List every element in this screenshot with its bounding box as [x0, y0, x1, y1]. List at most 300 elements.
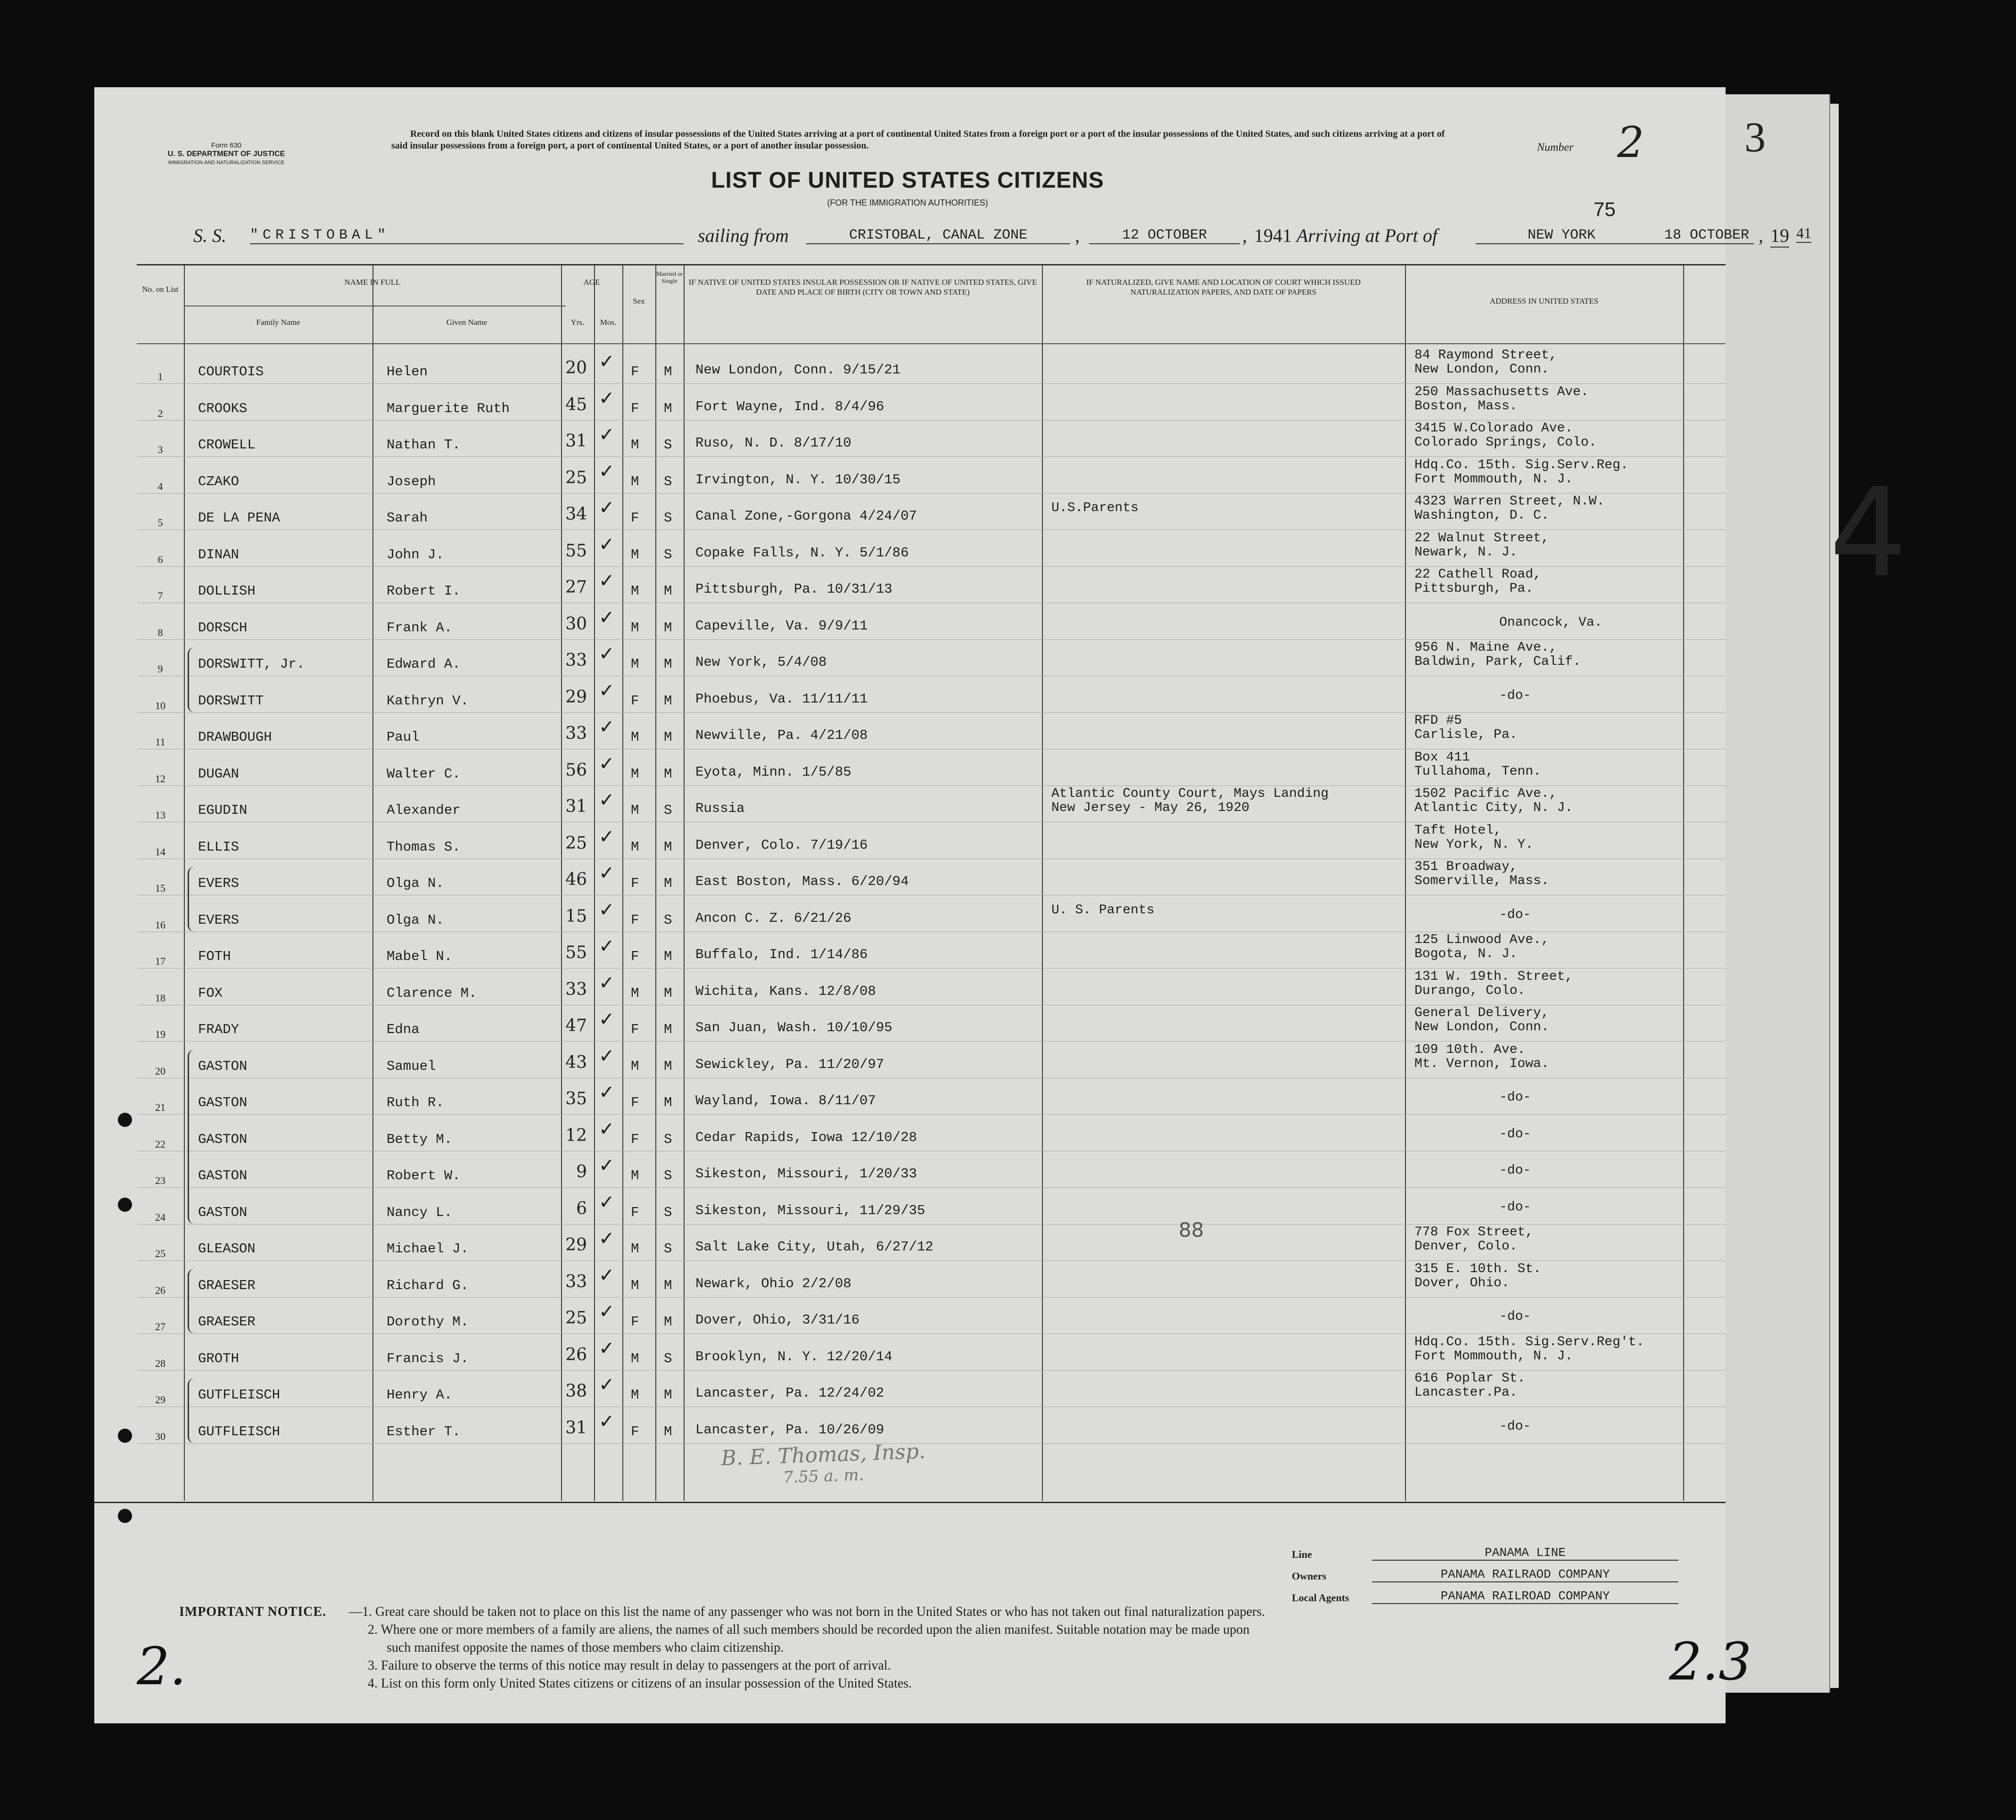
age-years: 20 — [565, 358, 587, 378]
marital-status: M — [664, 1423, 672, 1439]
handwritten-bottom-left: 2. — [137, 1636, 186, 1696]
check-mark-icon: ✓ — [599, 899, 615, 921]
address-line-2: -do- — [1499, 1126, 1531, 1142]
given-name: Robert I. — [387, 583, 461, 599]
address-line-2: New York, N. Y. — [1414, 837, 1534, 852]
table-row — [137, 423, 1726, 458]
notice-item-2: 2. Where one or more members of a family are aliens, the names of all such members should be recorded upon the alien manifest. Suitable notation may be made upon — [368, 1622, 1250, 1637]
sex: M — [631, 1168, 639, 1183]
marital-status: M — [664, 985, 672, 1001]
marital-status: M — [664, 1387, 672, 1403]
check-mark-icon: ✓ — [599, 1045, 615, 1067]
birth-place-date: Fort Wayne, Ind. 8/4/96 — [695, 398, 884, 414]
row-rule — [137, 1333, 1726, 1334]
given-name: Samuel — [387, 1058, 436, 1074]
age-years: 45 — [565, 395, 587, 414]
address-line-1: 109 10th. Ave. — [1414, 1042, 1526, 1057]
row-number: 20 — [155, 1065, 165, 1077]
check-mark-icon: ✓ — [599, 460, 615, 482]
row-rule — [137, 1260, 1726, 1261]
check-mark-icon: ✓ — [599, 826, 615, 848]
row-number: 25 — [155, 1248, 165, 1259]
birth-place-date: Ruso, N. D. 8/17/10 — [695, 435, 851, 451]
table-row — [137, 862, 1726, 896]
col-given: Given Name — [446, 318, 487, 327]
sex: M — [631, 656, 639, 672]
given-name: Edna — [387, 1022, 420, 1037]
given-name: Henry A. — [387, 1387, 453, 1403]
address-line-1: 778 Fox Street, — [1414, 1225, 1534, 1240]
row-rule — [137, 1406, 1726, 1407]
address-line-2: Carlisle, Pa. — [1414, 728, 1518, 742]
row-number: 29 — [155, 1394, 165, 1406]
marital-status: S — [664, 912, 672, 928]
check-mark-icon: ✓ — [599, 1228, 615, 1249]
row-number: 30 — [155, 1430, 165, 1442]
sex: M — [631, 839, 639, 855]
family-name: DE LA PENA — [198, 510, 281, 526]
birth-place-date: Russia — [695, 801, 745, 816]
margin-note: 75 — [1594, 198, 1616, 220]
age-years: 31 — [565, 431, 587, 451]
page-title: LIST OF UNITED STATES CITIZENS — [711, 168, 1104, 193]
age-years: 27 — [565, 578, 587, 597]
notice-lead: IMPORTANT NOTICE. — [179, 1605, 327, 1619]
address-line-1: 84 Raymond Street, — [1414, 348, 1557, 363]
family-name: DRAWBOUGH — [198, 729, 272, 745]
row-number: 26 — [155, 1284, 165, 1296]
family-group-brace — [188, 1269, 196, 1334]
row-rule — [137, 712, 1726, 713]
row-number: 10 — [155, 699, 165, 711]
table-row — [137, 1261, 1726, 1299]
naturalization-info: U. S. Parents — [1051, 902, 1155, 918]
marital-status: S — [664, 546, 672, 563]
form-header — [141, 141, 311, 167]
row-number: 19 — [155, 1028, 165, 1040]
notice-item-4: 4. List on this form only United States citizens or citizens of an insular possession of the United States. — [368, 1676, 912, 1691]
signature-name: B. E. Thomas, Insp. — [720, 1439, 926, 1471]
family-name: GASTON — [198, 1131, 248, 1147]
address-line-1: 22 Cathell Road, — [1414, 567, 1541, 582]
birth-place-date: Newark, Ohio 2/2/08 — [695, 1275, 851, 1291]
family-name: EGUDIN — [198, 802, 248, 818]
departure-year: 1941 — [1254, 225, 1292, 246]
given-name: Walter C. — [387, 766, 461, 782]
col-mos: Mos. — [600, 318, 617, 327]
family-name: EVERS — [198, 876, 240, 891]
given-name: Edward A. — [387, 656, 461, 672]
age-years: 33 — [565, 724, 587, 743]
row-rule — [137, 1187, 1726, 1188]
address-line-2: Durango, Colo. — [1414, 983, 1526, 998]
address-line-2: Bogota, N. J. — [1414, 947, 1518, 961]
line-value: PANAMA LINE — [1372, 1546, 1678, 1561]
sex: F — [631, 1095, 639, 1110]
address-line-1: 131 W. 19th. Street, — [1414, 969, 1573, 984]
given-name: Robert W. — [387, 1168, 461, 1183]
check-mark-icon: ✓ — [599, 643, 615, 665]
birth-place-date: Cedar Rapids, Iowa 12/10/28 — [695, 1129, 917, 1145]
row-number: 9 — [157, 663, 163, 675]
table-row — [137, 606, 1726, 641]
given-name: Olga N. — [387, 912, 444, 928]
birth-place-date: Capeville, Va. 9/9/11 — [695, 618, 868, 634]
birth-place-date: East Boston, Mass. 6/20/94 — [695, 874, 909, 889]
age-years: 30 — [565, 614, 587, 634]
family-name: CROOKS — [198, 400, 248, 416]
check-mark-icon: ✓ — [599, 497, 615, 519]
given-name: Marguerite Ruth — [387, 400, 510, 416]
age-years: 34 — [565, 505, 587, 524]
table-row — [137, 786, 1726, 823]
table-row — [137, 1081, 1726, 1116]
marital-status: M — [664, 400, 672, 416]
sex: F — [631, 364, 639, 380]
age-years: 35 — [565, 1089, 587, 1109]
binder-hole — [118, 1198, 132, 1212]
sex: F — [631, 1423, 639, 1439]
marital-status: M — [664, 1277, 672, 1293]
family-name: DORSWITT — [198, 693, 264, 709]
family-name: CZAKO — [198, 473, 240, 489]
address-line-2: Fort Mommouth, N. J. — [1414, 472, 1573, 487]
birth-place-date: Pittsburgh, Pa. 10/31/13 — [695, 581, 892, 597]
col-family: Family Name — [256, 318, 300, 327]
address-line-2: Onancock, Va. — [1499, 615, 1603, 630]
age-years: 29 — [565, 687, 587, 707]
family-name: GLEASON — [198, 1241, 256, 1257]
sex: M — [631, 1241, 639, 1257]
family-name: DUGAN — [198, 766, 240, 782]
check-mark-icon: ✓ — [599, 1118, 615, 1140]
row-number: 5 — [157, 517, 163, 529]
check-mark-icon: ✓ — [599, 753, 615, 775]
col-name-group: NAME IN FULL — [344, 278, 401, 287]
row-number: 1 — [157, 371, 163, 382]
check-mark-icon: ✓ — [599, 1082, 615, 1103]
given-name: Francis J. — [387, 1350, 469, 1366]
departure-port: CRISTOBAL, CANAL ZONE — [806, 227, 1070, 244]
family-group-brace — [188, 867, 196, 932]
table-row — [137, 1300, 1726, 1335]
instructions-text: Record on this blank United States citizens and citizens of insular possessions of the United States arriving at a port of continental United States from a foreign port or a port of the insular possessions of the United States, and such citizens arriving at a port of said insular possessions from a foreign port, a port of continental United States, or a port of another insular possession. — [391, 129, 1445, 151]
address-line-1: 351 Broadway, — [1414, 860, 1518, 874]
owners-value: PANAMA RAILRAOD COMPANY — [1372, 1567, 1678, 1582]
check-mark-icon: ✓ — [599, 570, 615, 592]
address-line-1: 125 Linwood Ave., — [1414, 933, 1549, 947]
line-label: Line — [1292, 1548, 1312, 1560]
table-row — [137, 350, 1726, 385]
table-bottom-rule — [94, 1502, 1726, 1503]
address-line-1: 3415 W.Colorado Ave. — [1414, 421, 1573, 436]
age-years: 46 — [565, 870, 587, 889]
inspector-signature — [721, 1439, 926, 1489]
family-name: DORSWITT, Jr. — [198, 656, 305, 672]
birth-place-date: Eyota, Minn. 1/5/85 — [695, 764, 851, 780]
form-number: Form 630 — [211, 141, 242, 149]
row-number: 14 — [155, 845, 165, 858]
marital-status: M — [664, 1314, 672, 1330]
row-number: 13 — [155, 809, 165, 821]
given-name: Clarence M. — [387, 985, 477, 1001]
marital-status: M — [664, 949, 672, 964]
marital-status: M — [664, 839, 672, 855]
address-line-1: Taft Hotel, — [1414, 823, 1502, 838]
marital-status: M — [664, 766, 672, 782]
sex: M — [631, 1387, 639, 1403]
arrival-port: NEW YORK — [1476, 227, 1754, 244]
age-years: 33 — [565, 651, 587, 670]
sex: M — [631, 766, 639, 782]
birth-place-date: Buffalo, Ind. 1/14/86 — [695, 947, 868, 962]
row-number: 4 — [157, 480, 163, 492]
citizens-table — [137, 264, 1726, 1501]
check-mark-icon: ✓ — [599, 1337, 615, 1359]
binder-hole — [118, 1113, 132, 1127]
family-name: GASTON — [198, 1058, 248, 1074]
row-rule — [137, 639, 1726, 640]
sex: M — [631, 620, 639, 636]
stamp-mark: 88 — [1179, 1218, 1204, 1241]
col-address: ADDRESS IN UNITED STATES — [1489, 297, 1599, 306]
arrival-year-prefix: 19 — [1770, 224, 1789, 248]
check-mark-icon: ✓ — [599, 972, 615, 994]
table-row — [137, 935, 1726, 969]
handwritten-bottom-right: 2.3 — [1669, 1631, 1752, 1692]
line-owners-block — [1292, 1542, 1678, 1607]
family-name: GASTON — [198, 1168, 248, 1183]
given-name: Mabel N. — [387, 949, 453, 964]
sex: F — [631, 693, 639, 709]
birth-place-date: Canal Zone,-Gorgona 4/24/07 — [695, 508, 917, 524]
address-line-1: Hdq.Co. 15th. Sig.Serv.Reg. — [1414, 457, 1628, 472]
birth-place-date: Newville, Pa. 4/21/08 — [695, 728, 868, 743]
binder-hole — [118, 1429, 132, 1443]
given-name: Thomas S. — [387, 839, 461, 855]
age-years: 31 — [565, 797, 587, 816]
birth-place-date: Sikeston, Missouri, 11/29/35 — [695, 1202, 925, 1218]
row-number: 22 — [155, 1138, 165, 1150]
birth-place-date: New London, Conn. 9/15/21 — [695, 362, 901, 378]
table-row — [137, 969, 1726, 1006]
sex: F — [631, 876, 639, 891]
table-row — [137, 1154, 1726, 1189]
marital-status: S — [664, 1350, 672, 1366]
age-years: 31 — [565, 1418, 587, 1438]
check-mark-icon: ✓ — [599, 606, 615, 629]
sex: F — [631, 1204, 639, 1220]
marital-status: M — [664, 1095, 672, 1110]
given-name: Sarah — [387, 510, 428, 526]
table-row — [137, 713, 1726, 750]
row-rule — [137, 566, 1726, 567]
family-name: ELLIS — [198, 839, 240, 855]
given-name: Helen — [387, 364, 428, 380]
row-number: 2 — [157, 407, 163, 419]
family-name: EVERS — [198, 912, 240, 928]
notice-item-3: 3. Failure to observe the terms of this notice may result in delay to passengers at the port of arrival. — [368, 1658, 891, 1673]
given-name: Paul — [387, 729, 420, 745]
address-line-2: -do- — [1499, 1419, 1531, 1434]
check-mark-icon: ✓ — [599, 1264, 615, 1286]
given-name: John J. — [387, 546, 444, 563]
row-number: 15 — [155, 882, 165, 894]
marital-status: M — [664, 620, 672, 636]
family-name: DINAN — [198, 546, 240, 563]
table-row — [137, 1042, 1726, 1079]
address-line-1: 250 Massachusetts Ave. — [1414, 384, 1589, 399]
marital-status: M — [664, 693, 672, 709]
given-name: Ruth R. — [387, 1095, 444, 1110]
sex: M — [631, 583, 639, 599]
address-line-1: Box 411 — [1414, 750, 1470, 765]
check-mark-icon: ✓ — [599, 1301, 615, 1323]
age-years: 33 — [565, 1272, 587, 1291]
check-mark-icon: ✓ — [599, 533, 615, 555]
family-name: DORSCH — [198, 620, 248, 636]
agents-value: PANAMA RAILROAD COMPANY — [1372, 1589, 1678, 1604]
age-years: 55 — [565, 943, 587, 962]
marital-status: S — [664, 1204, 672, 1220]
family-name: GRAESER — [198, 1314, 256, 1330]
address-line-1: 956 N. Maine Ave., — [1414, 640, 1557, 655]
table-row — [137, 823, 1726, 860]
naturalization-info: U.S.Parents — [1051, 501, 1139, 515]
address-line-1: 616 Poplar St. — [1414, 1371, 1526, 1386]
given-name: Frank A. — [387, 620, 453, 636]
table-row — [137, 1334, 1726, 1372]
age-years: 15 — [565, 906, 587, 926]
row-rule — [137, 420, 1726, 421]
col-no: No. on List — [142, 285, 179, 294]
address-line-2: Washington, D. C. — [1414, 508, 1549, 523]
age-years: 25 — [565, 1308, 587, 1328]
table-row — [137, 640, 1726, 677]
given-name: Dorothy M. — [387, 1314, 469, 1330]
row-rule — [137, 1114, 1726, 1115]
check-mark-icon: ✓ — [599, 351, 615, 372]
address-line-1: 22 Walnut Street, — [1414, 530, 1549, 546]
marital-status: M — [664, 876, 672, 891]
col-sex: Sex — [633, 297, 645, 306]
birth-place-date: New York, 5/4/08 — [695, 654, 827, 670]
agents-label: Local Agents — [1292, 1592, 1349, 1604]
check-mark-icon: ✓ — [599, 1410, 615, 1432]
page-subtitle: (FOR THE IMMIGRATION AUTHORITIES) — [827, 198, 988, 207]
birth-place-date: Lancaster, Pa. 12/24/02 — [695, 1385, 884, 1401]
birth-place-date: Wayland, Iowa. 8/11/07 — [695, 1093, 876, 1109]
family-name: FRADY — [198, 1022, 240, 1037]
address-line-2: -do- — [1499, 907, 1531, 922]
marital-status: S — [664, 473, 672, 489]
address-line-2: Baldwin, Park, Calif. — [1414, 654, 1581, 669]
sailing-label: sailing from — [698, 225, 789, 246]
row-rule — [137, 1370, 1726, 1371]
marital-status: M — [664, 364, 672, 380]
check-mark-icon: ✓ — [599, 862, 615, 884]
row-number: 23 — [155, 1175, 165, 1186]
check-mark-icon: ✓ — [599, 1009, 615, 1030]
table-row — [137, 567, 1726, 604]
binder-hole — [118, 1509, 132, 1523]
sex: M — [631, 473, 639, 489]
age-years: 25 — [565, 468, 587, 488]
table-row — [137, 899, 1726, 933]
birth-place-date: Irvington, N. Y. 10/30/15 — [695, 472, 901, 488]
family-name: COURTOIS — [198, 364, 264, 380]
family-name: GRAESER — [198, 1277, 256, 1293]
col-naturalized: IF NATURALIZED, GIVE NAME AND LOCATION OF COURT WHICH ISSUED NATURALIZATION PAPERS, AND DATE OF PAPERS — [1086, 278, 1361, 297]
table-row — [137, 1227, 1726, 1262]
marital-status: M — [664, 656, 672, 672]
address-line-1: RFD #5 — [1414, 713, 1462, 728]
signature-time: 7.55 a. m. — [783, 1465, 864, 1488]
marital-status: S — [664, 1241, 672, 1257]
sex: M — [631, 1350, 639, 1366]
table-row — [137, 496, 1726, 531]
arriving-label: Arriving at Port of — [1297, 225, 1438, 246]
family-name: DOLLISH — [198, 583, 256, 599]
address-line-2: Colorado Springs, Colo. — [1414, 435, 1597, 450]
table-row — [137, 750, 1726, 787]
row-number: 17 — [155, 955, 165, 967]
given-name: Olga N. — [387, 876, 444, 891]
sex: F — [631, 1314, 639, 1330]
owners-label: Owners — [1292, 1570, 1327, 1582]
address-line-1: General Delivery, — [1414, 1006, 1549, 1020]
sex: F — [631, 400, 639, 416]
table-row — [137, 530, 1726, 568]
table-row — [137, 1410, 1726, 1445]
address-line-2: Fort Mommouth, N. J. — [1414, 1348, 1573, 1364]
arrival-date: 18 OCTOBER — [1664, 227, 1750, 243]
sex: M — [631, 1277, 639, 1293]
birth-place-date: Phoebus, Va. 11/11/11 — [695, 691, 868, 707]
table-row — [137, 1191, 1726, 1225]
address-line-2: -do- — [1499, 688, 1531, 703]
row-rule — [137, 1041, 1726, 1042]
row-rule — [137, 493, 1726, 494]
ship-name: "CRISTOBAL" — [250, 227, 684, 244]
number-label: Number — [1537, 141, 1574, 154]
address-line-2: Atlantic City, N. J. — [1414, 801, 1573, 815]
birth-place-date: Ancon C. Z. 6/21/26 — [695, 910, 851, 926]
service-name: IMMIGRATION AND NATURALIZATION SERVICE — [168, 160, 285, 165]
address-line-2: Pittsburgh, Pa. — [1414, 581, 1534, 596]
row-number: 8 — [157, 626, 163, 638]
address-line-2: New London, Conn. — [1414, 362, 1549, 377]
family-group-brace — [188, 647, 196, 712]
row-rule — [137, 383, 1726, 384]
address-line-1: 4323 Warren Street, N.W. — [1414, 494, 1605, 509]
family-name: FOTH — [198, 949, 231, 964]
birth-place-date: Sikeston, Missouri, 1/20/33 — [695, 1166, 917, 1182]
address-line-1: Hdq.Co. 15th. Sig.Serv.Reg't. — [1414, 1334, 1644, 1349]
age-years: 9 — [576, 1162, 587, 1182]
sex: F — [631, 949, 639, 964]
birth-place-date: Sewickley, Pa. 11/20/97 — [695, 1056, 884, 1072]
notice-item-1: —1. Great care should be taken not to place on this list the name of any passenger who was not born in the United States or who has not taken out final naturalization papers. — [349, 1605, 1265, 1619]
number-value: 2 — [1617, 118, 1644, 167]
row-rule — [137, 529, 1726, 530]
sex: F — [631, 1022, 639, 1037]
family-name: GROTH — [198, 1350, 240, 1366]
row-rule — [137, 1443, 1726, 1444]
given-name: Kathryn V. — [387, 693, 469, 709]
address-line-2: Tullahoma, Tenn. — [1414, 764, 1541, 779]
table-row — [137, 1118, 1726, 1152]
